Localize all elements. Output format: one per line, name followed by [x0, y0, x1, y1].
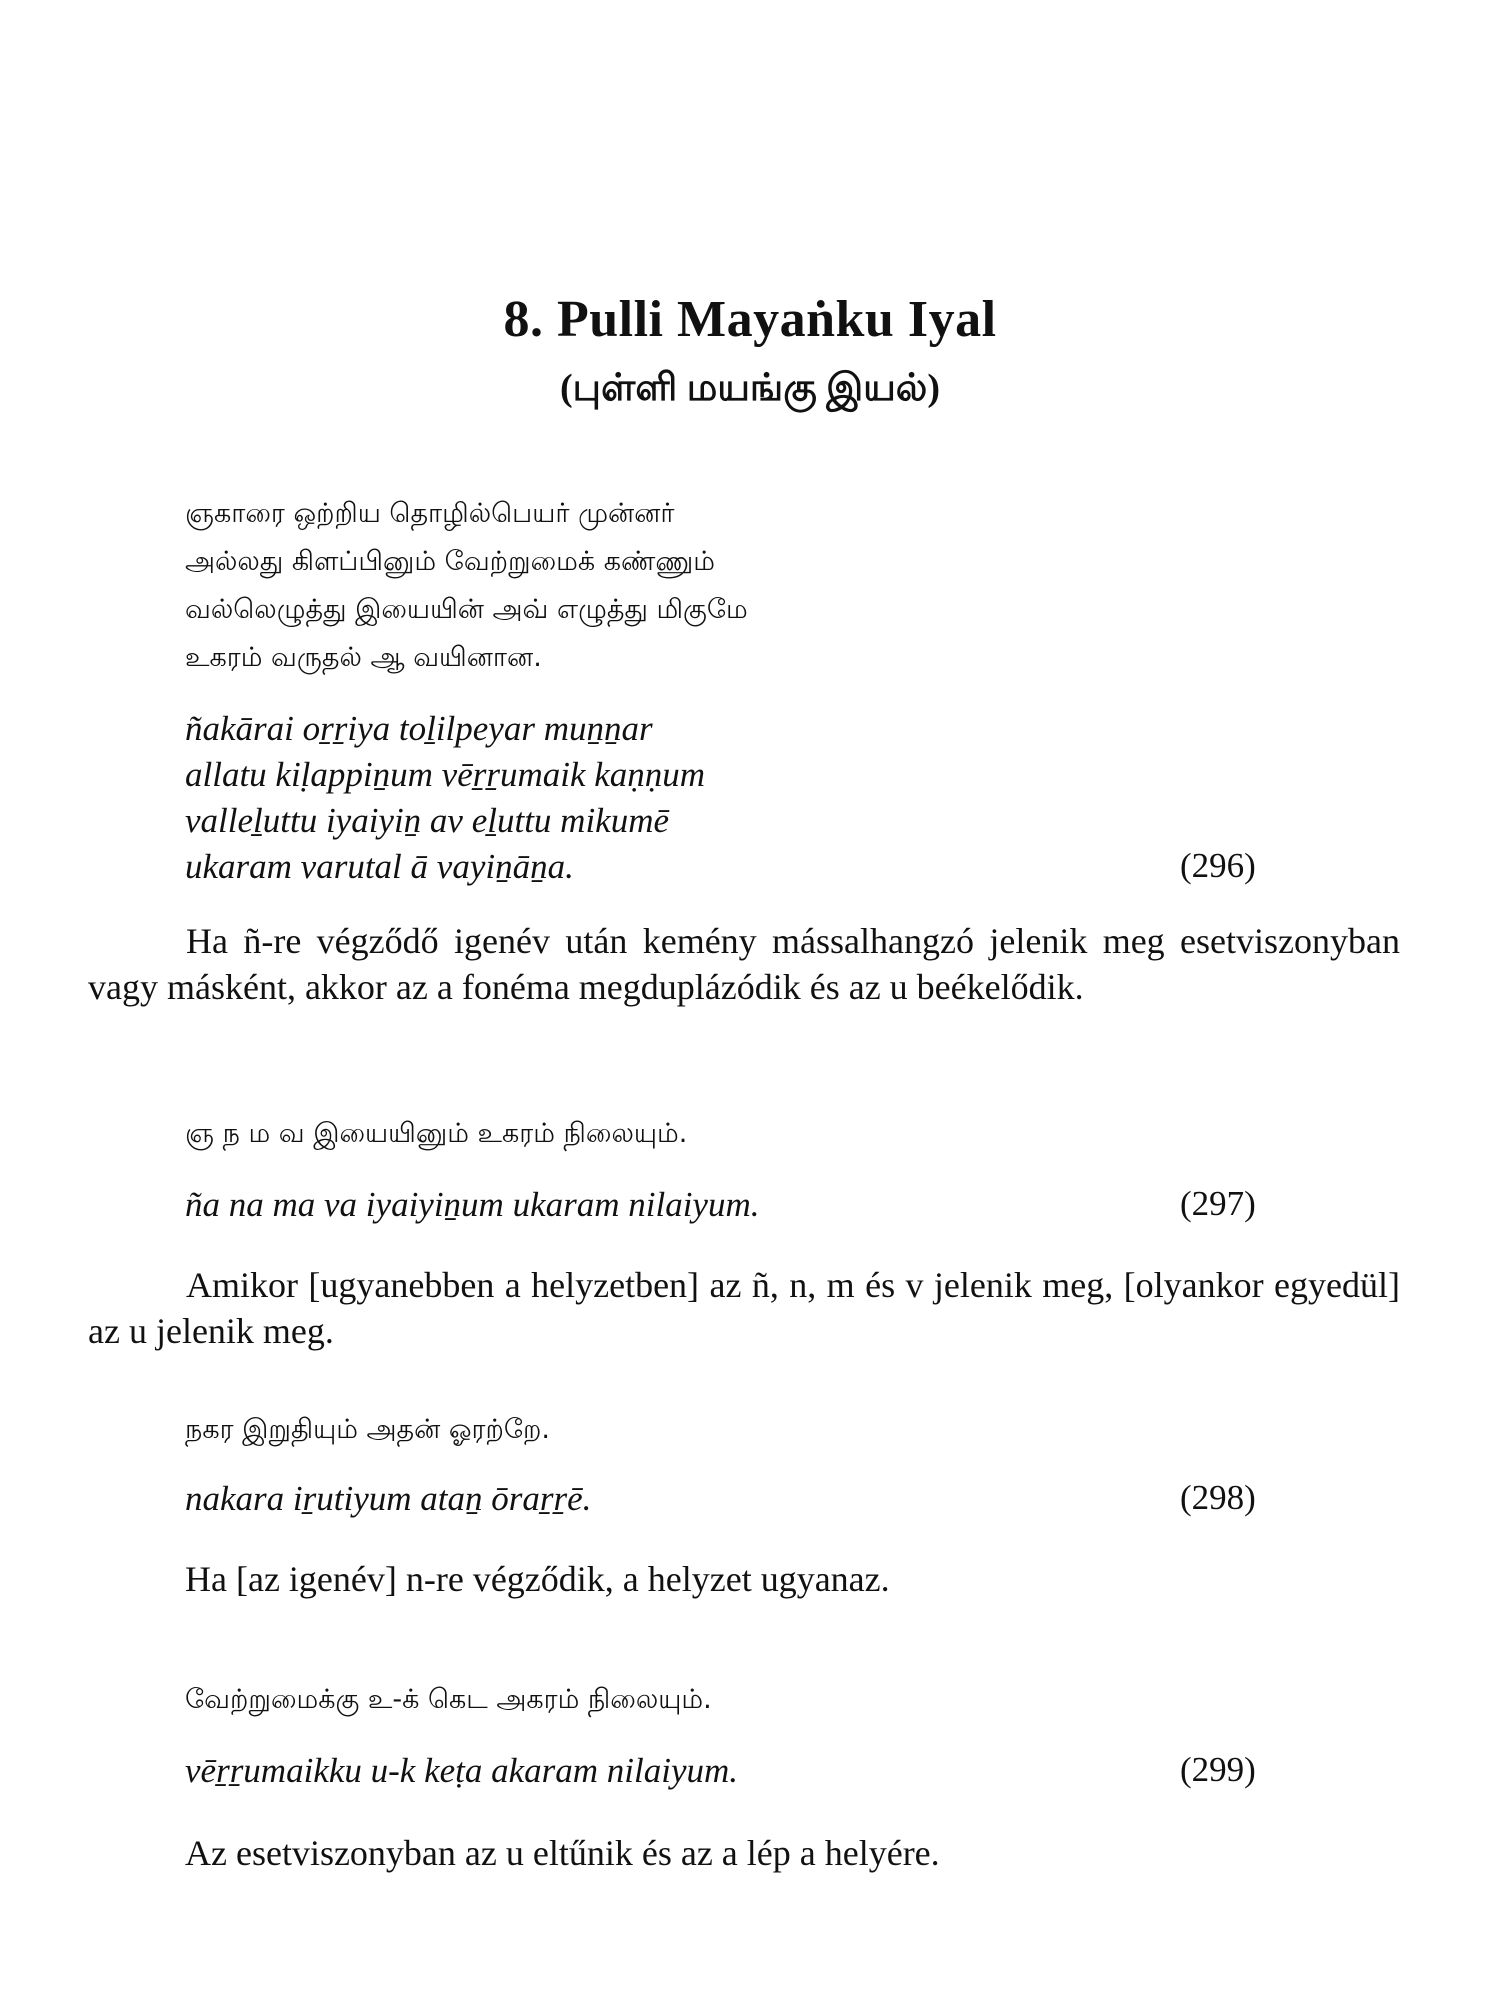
translit-line: valleḻuttu iyaiyiṉ av eḻuttu mikumē: [185, 801, 670, 840]
verse-297-transliteration: [185, 1182, 760, 1228]
verse-298-transliteration: [185, 1476, 591, 1522]
verse-297-translation: Amikor [ugyanebben a helyzetben] az ñ, n, m és v jelenik meg, [olyankor egyedül] az u jelenik meg.: [88, 1265, 1400, 1351]
verse-298-tamil: [185, 1406, 550, 1454]
verse-297-tamil: [185, 1110, 687, 1158]
tamil-line: வல்லெழுத்து இயையின் அவ் எழுத்து மிகுமே: [185, 594, 748, 625]
verse-296-translation: Ha ñ-re végződő igenév után kemény mássalhangzó jelenik meg esetviszonyban vagy másként, akkor az a fonéma megduplázódik és az u beékelődik.: [88, 921, 1400, 1007]
verse-298-translation: Ha [az igenév] n-re végződik, a helyzet ugyanaz.: [185, 1559, 890, 1599]
verse-number-296: (296): [1180, 846, 1256, 885]
chapter-subtitle-tamil: (புள்ளி மயங்கு இயல்): [560, 367, 940, 409]
verse-number-298: (298): [1180, 1478, 1256, 1517]
verse-299-transliteration: [185, 1748, 738, 1794]
translit-line: ñakārai oṟṟiya toḻilpeyar muṉṉar: [185, 709, 653, 748]
translit-line: allatu kiḷappiṉum vēṟṟumaik kaṇṇum: [185, 755, 706, 794]
translit-line: vēṟṟumaikku u-k keṭa akaram nilaiyum.: [185, 1751, 739, 1790]
chapter-title: 8. Pulli Mayaṅku Iyal: [503, 291, 997, 348]
verse-296-tamil: [185, 490, 748, 682]
tamil-line: ஞகாரை ஒற்றிய தொழில்பெயர் முன்னர்: [185, 498, 675, 529]
tamil-line: ஞ ந ம வ இயையினும் உகரம் நிலையும்.: [185, 1118, 688, 1149]
verse-number-299: (299): [1180, 1750, 1256, 1789]
translit-line: nakara iṟutiyum ataṉ ōraṟṟē.: [185, 1479, 592, 1518]
tamil-line: வேற்றுமைக்கு உ-க் கெட அகரம் நிலையும்.: [185, 1684, 712, 1715]
translit-line: ña na ma va iyaiyiṉum ukaram nilaiyum.: [185, 1185, 760, 1224]
tamil-line: அல்லது கிளப்பினும் வேற்றுமைக் கண்ணும்: [185, 546, 715, 577]
verse-number-297: (297): [1180, 1184, 1256, 1223]
tamil-line: நகர இறுதியும் அதன் ஓரற்றே.: [185, 1414, 551, 1445]
verse-296-transliteration: [185, 706, 705, 890]
translit-line: ukaram varutal ā vayiṉāṉa.: [185, 847, 574, 886]
verse-299-translation: Az esetviszonyban az u eltűnik és az a lép a helyére.: [185, 1833, 940, 1873]
verse-299-tamil: [185, 1676, 712, 1724]
tamil-line: உகரம் வருதல் ஆ வயினான.: [185, 642, 542, 673]
